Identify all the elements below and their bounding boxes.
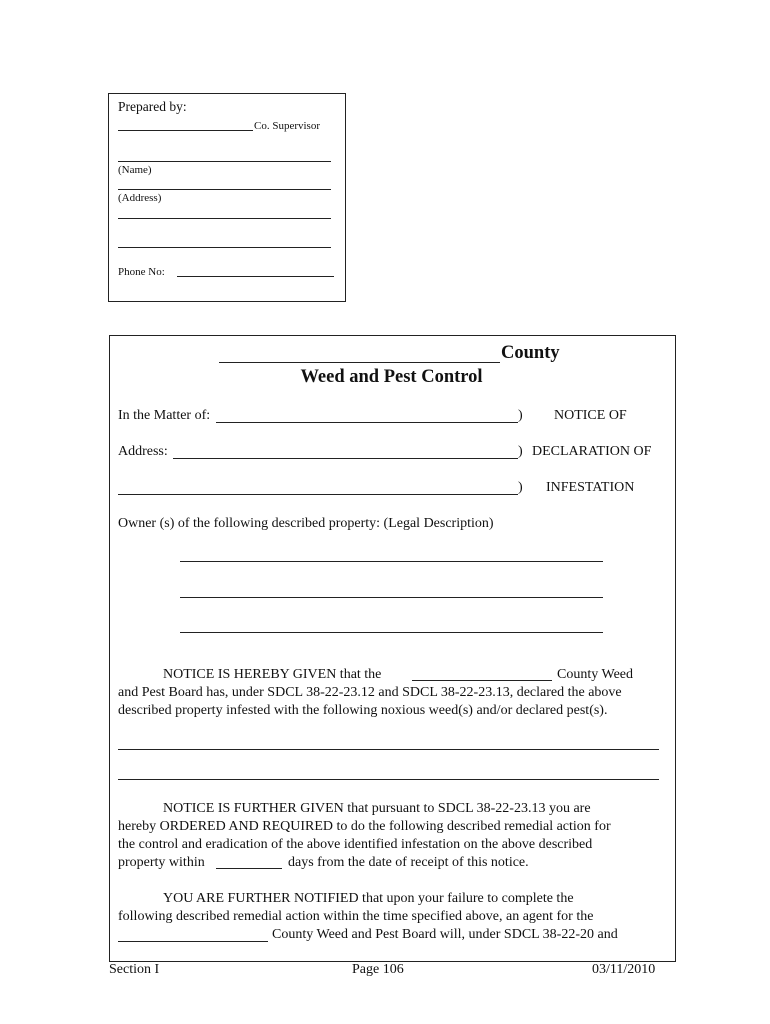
para1-line2: and Pest Board has, under SDCL 38-22-23.12 and SDCL 38-22-23.13, declared the above	[118, 685, 622, 700]
para1-line1-prefix: NOTICE IS HEREBY GIVEN that the	[163, 667, 382, 682]
infestation-label: INFESTATION	[546, 480, 635, 495]
para3-line2: following described remedial action within the time specified above, an agent for the	[118, 909, 594, 924]
para1-line1-suffix: County Weed	[557, 667, 633, 682]
para2-line4-suffix: days from the date of receipt of this notice.	[288, 855, 529, 870]
extra-paren: )	[518, 480, 523, 495]
phone-line[interactable]	[177, 276, 334, 277]
para3-county-line[interactable]	[118, 941, 268, 942]
address-line-1[interactable]	[118, 189, 331, 190]
matter-line[interactable]	[216, 422, 518, 423]
days-line[interactable]	[216, 868, 282, 869]
matter-paren: )	[518, 408, 523, 423]
address-label-main: Address:	[118, 444, 168, 459]
para2-line3: the control and eradication of the above identified infestation on the above described	[118, 837, 593, 852]
name-label: (Name)	[118, 164, 152, 176]
footer-section: Section I	[109, 962, 160, 977]
supervisor-label: Co. Supervisor	[254, 120, 320, 132]
legal-description-line-2[interactable]	[180, 597, 603, 598]
address-paren: )	[518, 444, 523, 459]
legal-description-line-3[interactable]	[180, 632, 603, 633]
address-line-3[interactable]	[118, 247, 331, 248]
county-label: County	[501, 343, 560, 363]
para3-line1: YOU ARE FURTHER NOTIFIED that upon your failure to complete the	[163, 891, 574, 906]
para2-line4-prefix: property within	[118, 855, 205, 870]
matter-label: In the Matter of:	[118, 408, 211, 423]
supervisor-line[interactable]	[118, 130, 253, 131]
legal-description-line-1[interactable]	[180, 561, 603, 562]
owner-text: Owner (s) of the following described property: (Legal Description)	[118, 516, 494, 531]
prepared-by-label: Prepared by:	[118, 99, 187, 114]
para2-line1: NOTICE IS FURTHER GIVEN that pursuant to SDCL 38-22-23.13 you are	[163, 801, 591, 816]
address-label: (Address)	[118, 192, 162, 204]
form-title: Weed and Pest Control	[300, 367, 483, 387]
para2-line2: hereby ORDERED AND REQUIRED to do the following described remedial action for	[118, 819, 611, 834]
address-line-2[interactable]	[118, 218, 331, 219]
footer-date: 03/11/2010	[592, 962, 656, 977]
name-line[interactable]	[118, 161, 331, 162]
weeds-line-2[interactable]	[118, 779, 659, 780]
declaration-of-label: DECLARATION OF	[532, 444, 652, 459]
para3-line3-suffix: County Weed and Pest Board will, under SDCL 38-22-20 and	[272, 927, 618, 942]
footer-page: Page 106	[352, 962, 404, 977]
weeds-line-1[interactable]	[118, 749, 659, 750]
county-name-line[interactable]	[219, 362, 500, 363]
para1-county-line[interactable]	[412, 680, 552, 681]
notice-of-label: NOTICE OF	[554, 408, 627, 423]
para1-line3: described property infested with the following noxious weed(s) and/or declared pest(s).	[118, 703, 608, 718]
address-line-main[interactable]	[173, 458, 518, 459]
extra-line[interactable]	[118, 494, 518, 495]
phone-label: Phone No:	[118, 266, 165, 278]
